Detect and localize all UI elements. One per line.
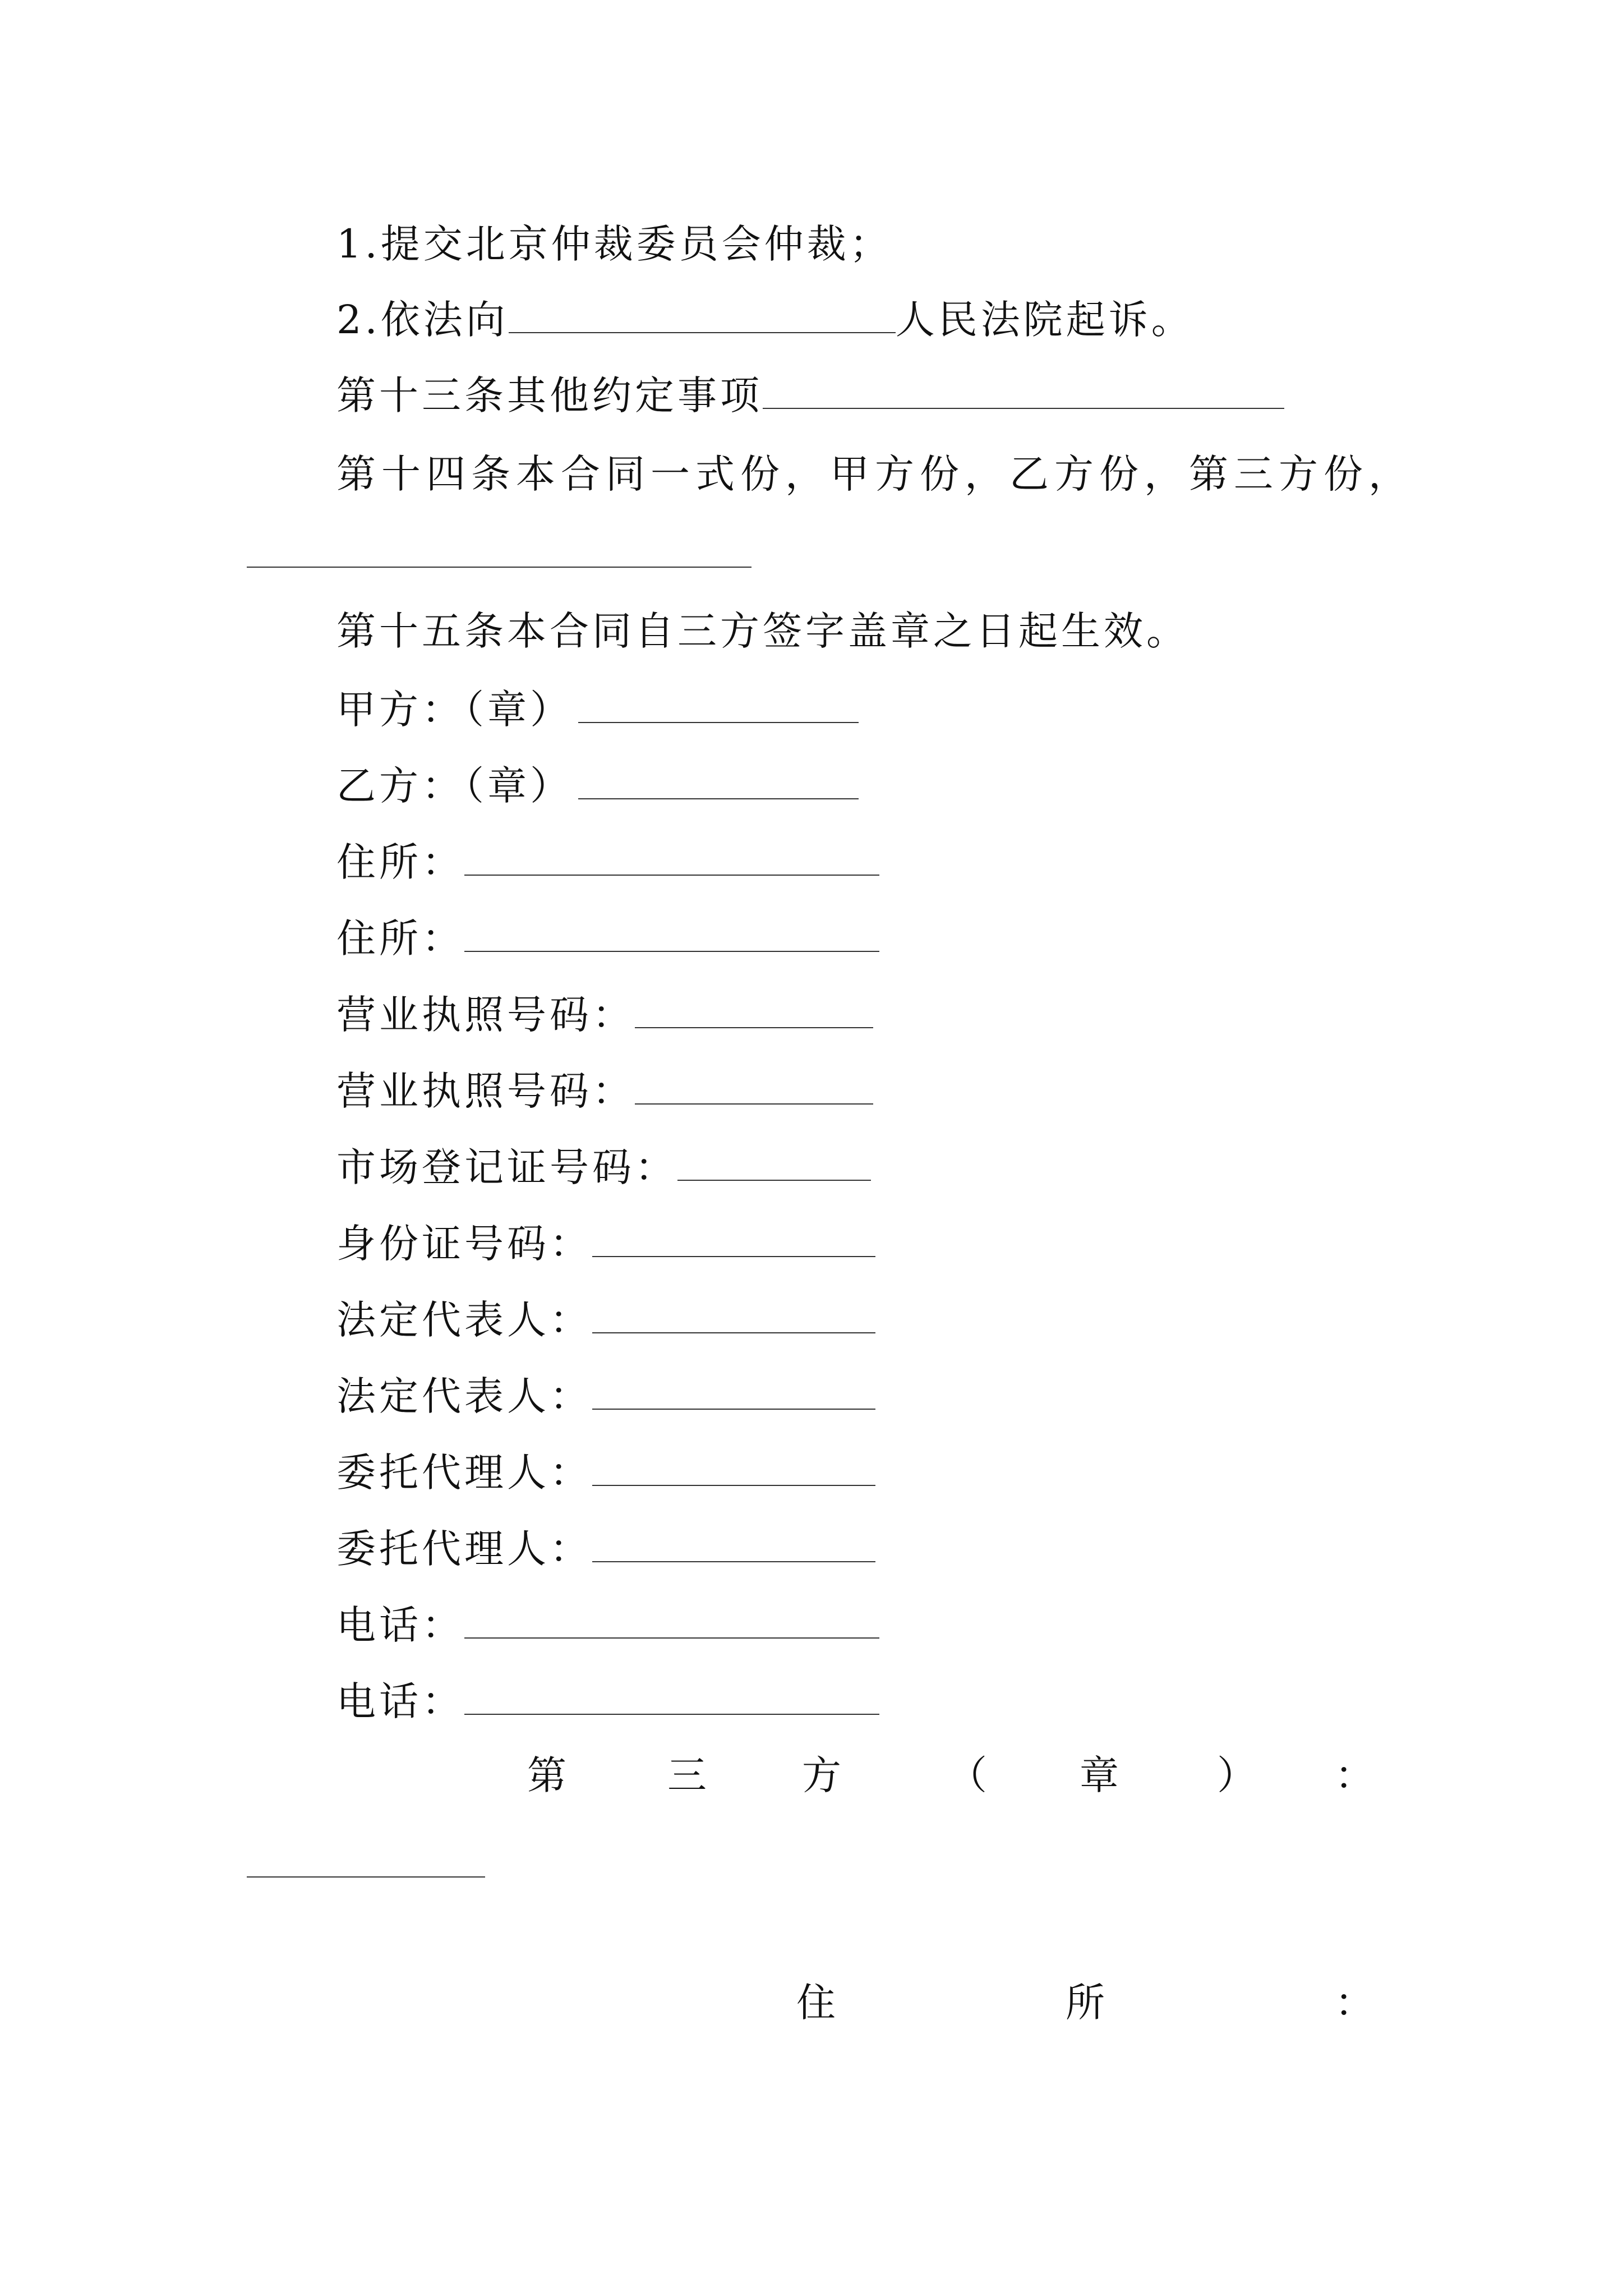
article-14-continuation-blank[interactable] [247,567,751,568]
third-party-char-1: 第 [527,1752,566,1798]
third-party-char-3: 方 [802,1752,841,1798]
party-b-legal-rep-label: 法定代表人： [336,1373,592,1419]
clause-item-1 [336,219,892,269]
market-registration-field [336,1142,871,1193]
market-registration-blank[interactable] [677,1144,871,1181]
party-b-agent-field [336,1524,875,1574]
party-a-legal-rep-label: 法定代表人： [336,1297,592,1343]
party-a-seal-field [336,684,859,735]
party-a-agent-label: 委托代理人： [336,1450,592,1496]
party-a-address-label: 住所： [336,839,464,885]
id-number-label: 身份证号码： [336,1221,592,1267]
party-b-license-blank[interactable] [635,1068,873,1105]
party-b-address-blank[interactable] [464,915,879,952]
party-b-phone-blank[interactable] [464,1678,879,1715]
third-party-char-7: ： [1335,1752,1374,1798]
party-b-seal-field [336,761,859,811]
party-b-license-field [336,1066,873,1116]
other-matters-blank[interactable] [763,372,1284,409]
party-b-phone-label: 电话： [336,1678,464,1724]
party-a-legal-rep-blank[interactable] [592,1296,875,1333]
article-15 [336,606,1189,656]
party-b-agent-blank[interactable] [592,1525,875,1562]
party-a-seal-label: 甲方：（章） [336,687,573,733]
party-b-seal-blank[interactable] [578,762,859,799]
party-a-agent-field [336,1447,875,1498]
party-a-address-field [336,837,879,887]
party-a-phone-label: 电话： [336,1602,464,1648]
address-char-2: 所 [1066,1980,1105,2026]
third-party-seal-blank[interactable] [247,1876,485,1878]
third-party-char-6: ） [1217,1752,1256,1798]
party-b-phone-field [336,1676,879,1727]
court-name-blank[interactable] [509,296,896,333]
address-char-1: 住 [796,1980,836,2026]
party-a-license-label: 营业执照号码： [336,992,635,1038]
clause-item-2-prefix: 2.依法向 [336,297,509,343]
article-15-text: 第十五条本合同自三方签字盖章之日起生效。 [336,608,1189,654]
party-a-phone-field [336,1600,879,1650]
id-number-field [336,1218,875,1269]
party-b-address-label: 住所： [336,915,464,961]
party-a-license-field [336,990,873,1040]
third-party-char-5: 章 [1080,1752,1119,1798]
article-13-text: 第十三条其他约定事项 [336,372,763,418]
party-b-license-label: 营业执照号码： [336,1068,635,1114]
party-a-license-blank[interactable] [635,991,873,1028]
party-b-legal-rep-field [336,1371,875,1421]
party-a-phone-blank[interactable] [464,1602,879,1639]
third-party-char-4: （ [948,1752,987,1798]
party-b-seal-label: 乙方：（章） [336,763,573,809]
party-a-agent-blank[interactable] [592,1449,875,1486]
party-a-seal-blank[interactable] [578,686,859,723]
id-number-blank[interactable] [592,1220,875,1257]
market-registration-label: 市场登记证号码： [336,1144,677,1190]
party-a-address-blank[interactable] [464,839,879,876]
party-b-address-field [336,913,879,964]
party-b-legal-rep-blank[interactable] [592,1373,875,1410]
party-a-legal-rep-field [336,1295,875,1345]
third-party-char-2: 三 [667,1752,707,1798]
clause-item-2 [336,295,1194,345]
address-char-3: ： [1335,1980,1374,2026]
article-13 [336,370,1284,421]
clause-item-1-text: 1.提交北京仲裁委员会仲裁； [336,221,892,267]
article-14 [336,449,1413,499]
party-b-agent-label: 委托代理人： [336,1526,592,1572]
article-14-text: 第十四条本合同一式份，甲方份，乙方份，第三方份， [336,451,1413,497]
clause-item-2-suffix: 人民法院起诉。 [895,297,1194,343]
